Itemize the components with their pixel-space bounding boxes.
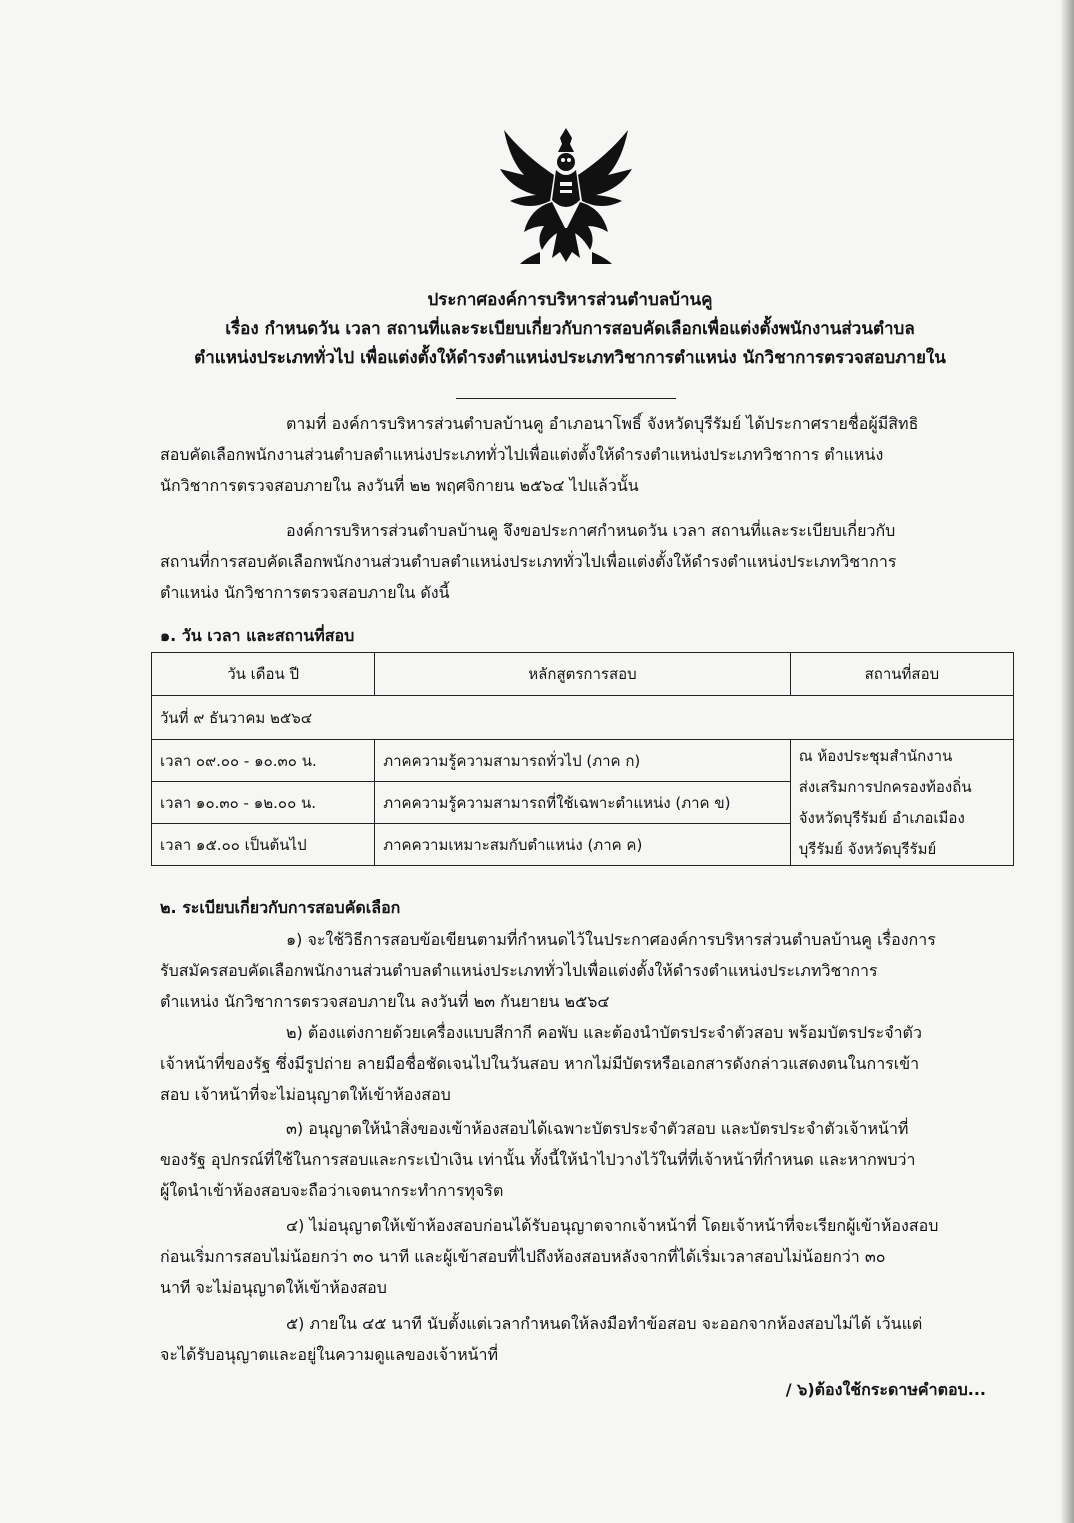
col-header-place: สถานที่สอบ xyxy=(790,653,1013,696)
rule-item-1 xyxy=(160,924,982,1017)
text-line: จะได้รับอนุญาตและอยู่ในความดูแลของเจ้าหน้าที่ xyxy=(160,1345,499,1364)
place-line: ส่งเสริมการปกครองท้องถิ่น xyxy=(798,777,972,796)
exam-time: เวลา ๑๐.๓๐ - ๑๒.๐๐ น. xyxy=(152,782,375,824)
text-line: ตามที่ องค์การบริหารส่วนตำบลบ้านคู อำเภอนาโพธิ์ จังหวัดบุรีรัมย์ ได้ประกาศรายชื่อผู้มีสิทธิ xyxy=(286,414,919,433)
exam-schedule-table xyxy=(151,652,1014,866)
garuda-emblem-icon xyxy=(496,120,636,270)
text-line: ๕) ภายใน ๔๕ นาที นับตั้งแต่เวลากำหนดให้ลงมือทำข้อสอบ จะออกจากห้องสอบไม่ได้ เว้นแต่ xyxy=(286,1314,923,1333)
text-line: ๔) ไม่อนุญาตให้เข้าห้องสอบก่อนได้รับอนุญาตจากเจ้าหน้าที่ โดยเจ้าหน้าที่จะเรียกผู้เข้าห้องสอบ xyxy=(286,1216,939,1235)
text-line: ๒) ต้องแต่งกายด้วยเครื่องแบบสีกากี คอพับ และต้องนำบัตรประจำตัวสอบ พร้อมบัตรประจำตัว xyxy=(286,1023,922,1042)
col-header-date: วัน เดือน ปี xyxy=(152,653,375,696)
announcement-subject: เรื่อง กำหนดวัน เวลา สถานที่และระเบียบเกี่ยวกับการสอบคัดเลือกเพื่อแต่งตั้งพนักงานส่วนตำบล xyxy=(225,319,915,339)
table-date-row xyxy=(152,696,1014,740)
announcement-issuer: ประกาศองค์การบริหารส่วนตำบลบ้านคู xyxy=(427,290,713,310)
exam-time: เวลา ๐๙.๐๐ - ๑๐.๓๐ น. xyxy=(152,740,375,782)
place-line: ณ ห้องประชุมสำนักงาน xyxy=(798,746,953,765)
text-line: นักวิชาการตรวจสอบภายใน ลงวันที่ ๒๒ พฤศจิกายน ๒๕๖๔ ไปแล้วนั้น xyxy=(160,476,639,495)
rule-item-4 xyxy=(160,1210,982,1303)
exam-time: เวลา ๑๕.๐๐ เป็นต้นไป xyxy=(152,824,375,866)
text-line: ผู้ใดนำเข้าห้องสอบจะถือว่าเจตนากระทำการทุจริต xyxy=(160,1181,504,1200)
text-line: สอบ เจ้าหน้าที่จะไม่อนุญาตให้เข้าห้องสอบ xyxy=(160,1085,451,1104)
rule-item-5 xyxy=(160,1308,982,1370)
announcement-subject-cont: ตำแหน่งประเภททั่วไป เพื่อแต่งตั้งให้ดำรงตำแหน่งประเภทวิชาการตำแหน่ง นักวิชาการตรวจสอบภายใน xyxy=(194,348,946,368)
exam-place xyxy=(790,740,1013,866)
text-line: สถานที่การสอบคัดเลือกพนักงานส่วนตำบลตำแหน่งประเภททั่วไปเพื่อแต่งตั้งให้ดำรงตำแหน่งประเภทวิชาการ xyxy=(160,552,897,571)
text-line: ตำแหน่ง นักวิชาการตรวจสอบภายใน ลงวันที่ ๒๓ กันยายน ๒๕๖๔ xyxy=(160,992,610,1011)
text-line: รับสมัครสอบคัดเลือกพนักงานส่วนตำบลตำแหน่งประเภททั่วไปเพื่อแต่งตั้งให้ดำรงตำแหน่งประเภทวิชาการ xyxy=(160,961,878,980)
table-header-row xyxy=(152,653,1014,696)
exam-course: ภาคความรู้ความสามารถที่ใช้เฉพาะตำแหน่ง (ภาค ข) xyxy=(375,782,790,824)
col-header-course: หลักสูตรการสอบ xyxy=(375,653,790,696)
place-line: จังหวัดบุรีรัมย์ อำเภอเมือง xyxy=(798,808,965,827)
text-line: นาที จะไม่อนุญาตให้เข้าห้องสอบ xyxy=(160,1278,387,1297)
place-line: บุรีรัมย์ จังหวัดบุรีรัมย์ xyxy=(798,839,937,858)
text-line: ตำแหน่ง นักวิชาการตรวจสอบภายใน ดังนี้ xyxy=(160,583,450,602)
text-line: องค์การบริหารส่วนตำบลบ้านคู จึงขอประกาศกำหนดวัน เวลา สถานที่และระเบียบเกี่ยวกับ xyxy=(286,521,896,540)
exam-date: วันที่ ๙ ธันวาคม ๒๕๖๔ xyxy=(152,696,1014,740)
exam-course: ภาคความรู้ความสามารถทั่วไป (ภาค ก) xyxy=(375,740,790,782)
section-2-title: ๒. ระเบียบเกี่ยวกับการสอบคัดเลือก xyxy=(160,898,401,917)
rule-item-2 xyxy=(160,1017,982,1110)
text-line: ของรัฐ อุปกรณ์ที่ใช้ในการสอบและกระเป๋าเงิน เท่านั้น ทั้งนี้ให้นำไปวางไว้ในที่ที่เจ้าหน้าที่กำหนด และหากพบว่า xyxy=(160,1150,916,1169)
intro-paragraph-1 xyxy=(160,408,982,501)
table-row xyxy=(152,740,1014,782)
rule-item-3 xyxy=(160,1113,982,1206)
text-line: เจ้าหน้าที่ของรัฐ ซึ่งมีรูปถ่าย ลายมือชื่อชัดเจนไปในวันสอบ หากไม่มีบัตรหรือเอกสารดังกล่าวแสดงตนในการเข้า xyxy=(160,1054,920,1073)
text-line: สอบคัดเลือกพนักงานส่วนตำบลตำแหน่งประเภททั่วไปเพื่อแต่งตั้งให้ดำรงตำแหน่งประเภทวิชาการ ตำแหน่ง xyxy=(160,445,884,464)
announcement-header xyxy=(100,286,1040,373)
header-divider xyxy=(456,398,676,399)
continued-next-page: / ๖)ต้องใช้กระดาษคำตอบ... xyxy=(785,1380,986,1399)
text-line: ๑) จะใช้วิธีการสอบข้อเขียนตามที่กำหนดไว้ในประกาศองค์การบริหารส่วนตำบลบ้านคู เรื่องการ xyxy=(286,930,936,949)
intro-paragraph-2 xyxy=(160,515,982,608)
text-line: ก่อนเริ่มการสอบไม่น้อยกว่า ๓๐ นาที และผู้เข้าสอบที่ไปถึงห้องสอบหลังจากที่ได้เริ่มเวลาสอบไม่น้อยกว่า ๓๐ xyxy=(160,1247,886,1266)
section-1-title: ๑. วัน เวลา และสถานที่สอบ xyxy=(160,626,355,645)
text-line: ๓) อนุญาตให้นำสิ่งของเข้าห้องสอบได้เฉพาะบัตรประจำตัวสอบ และบัตรประจำตัวเจ้าหน้าที่ xyxy=(286,1119,909,1138)
exam-course: ภาคความเหมาะสมกับตำแหน่ง (ภาค ค) xyxy=(375,824,790,866)
